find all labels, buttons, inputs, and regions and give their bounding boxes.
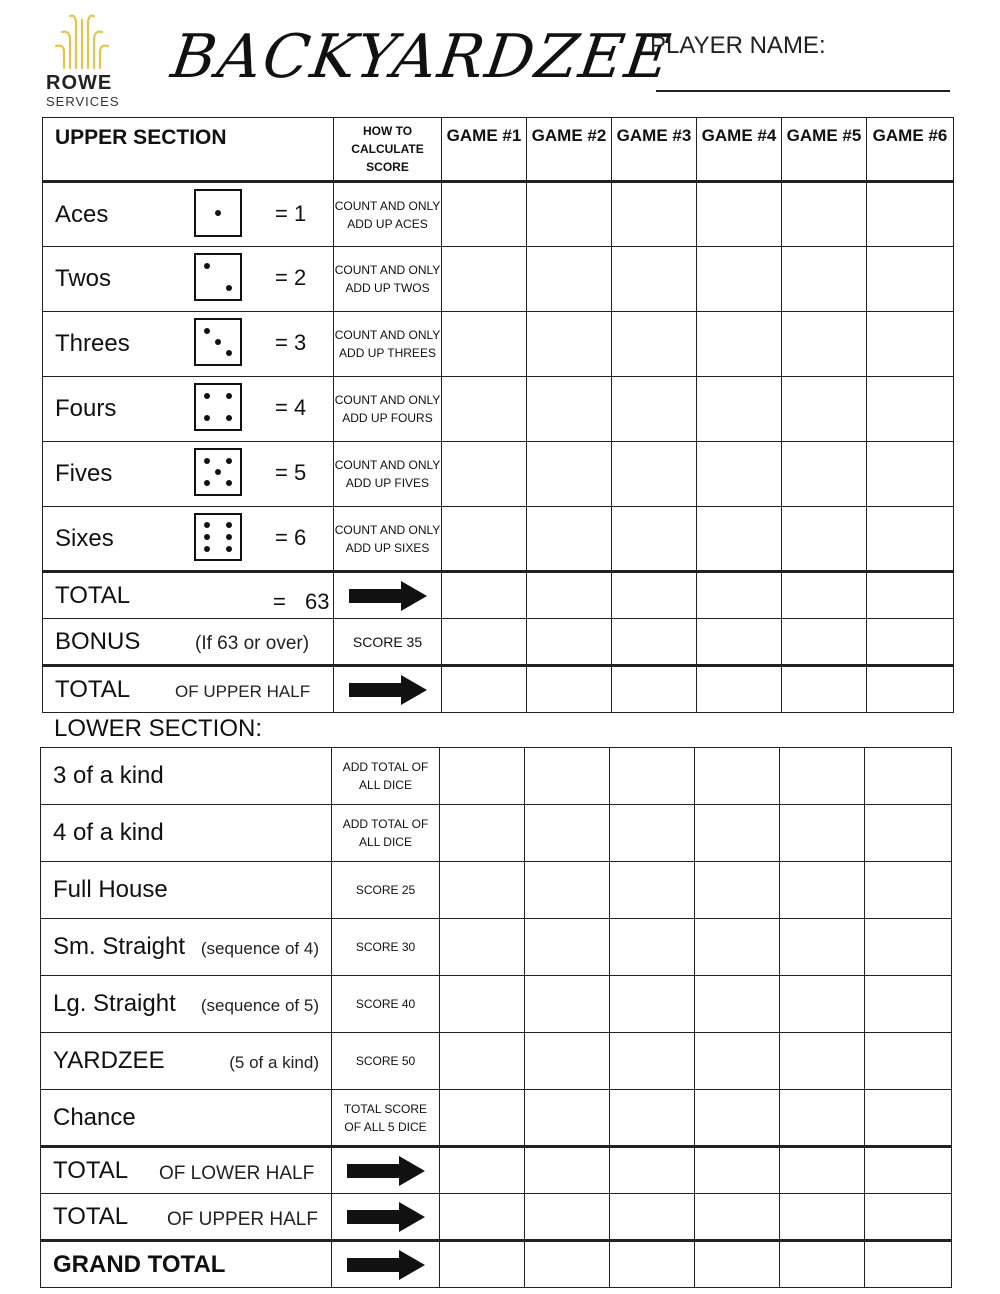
right-arrow-icon	[347, 1202, 425, 1232]
score-cell[interactable]	[867, 247, 954, 312]
score-cell[interactable]	[610, 862, 695, 919]
score-cell[interactable]	[612, 666, 697, 713]
die-pip	[204, 263, 210, 269]
score-cell[interactable]	[697, 182, 782, 247]
rowe-logo	[44, 10, 124, 109]
lower-row-how: SCORE 25	[332, 862, 440, 919]
lower-row-how: ADD TOTAL OF ALL DICE	[332, 805, 440, 862]
score-cell[interactable]	[867, 666, 954, 713]
game-3-heading: GAME #3	[612, 118, 697, 182]
lower-row-label: 3 of a kind	[53, 762, 164, 789]
upper-section-table	[42, 117, 954, 713]
die-pip	[215, 339, 221, 345]
score-cell[interactable]	[695, 919, 780, 976]
lower-half-total-row	[41, 1147, 952, 1194]
score-cell[interactable]	[442, 666, 527, 713]
right-arrow-icon	[349, 581, 427, 611]
lower-upper-total-row	[41, 1194, 952, 1241]
die-pip	[204, 480, 210, 486]
logo-brand: ROWE	[46, 72, 113, 94]
lower-half-label-cell	[41, 1147, 332, 1194]
die-pip	[204, 522, 210, 528]
lower-half-total-label: TOTAL	[53, 1157, 129, 1184]
score-cell[interactable]	[697, 666, 782, 713]
lower-row-7	[41, 1090, 952, 1147]
score-cell[interactable]	[865, 805, 952, 862]
die-face-4-icon	[194, 383, 242, 431]
arrow-cell	[332, 1147, 440, 1194]
score-cell[interactable]	[442, 507, 527, 572]
score-cell[interactable]	[440, 748, 525, 805]
upper-row-label-cell	[43, 182, 334, 247]
upper-row-label: Twos	[55, 265, 112, 292]
lower-row-how: SCORE 30	[332, 919, 440, 976]
lower-row-label-cell	[41, 748, 332, 805]
score-cell[interactable]	[782, 312, 867, 377]
die-pip	[204, 534, 210, 540]
die-pip	[204, 458, 210, 464]
score-cell[interactable]	[867, 507, 954, 572]
score-cell[interactable]	[865, 976, 952, 1033]
upper-half-total-row	[43, 666, 954, 713]
die-face-2-icon	[194, 253, 242, 301]
upper-row-label: Fours	[55, 395, 117, 422]
score-cell[interactable]	[697, 619, 782, 666]
score-cell[interactable]	[610, 1147, 695, 1194]
score-cell[interactable]	[865, 1033, 952, 1090]
score-cell[interactable]	[695, 1241, 780, 1288]
score-cell[interactable]	[780, 1147, 865, 1194]
bonus-how: SCORE 35	[334, 619, 442, 666]
lower-row-4	[41, 919, 952, 976]
upper-section-heading: UPPER SECTION	[43, 118, 334, 182]
lower-row-6	[41, 1033, 952, 1090]
score-cell[interactable]	[697, 442, 782, 507]
score-cell[interactable]	[867, 619, 954, 666]
upper-row-4	[43, 377, 954, 442]
grand-total-label-cell	[41, 1241, 332, 1288]
game-4-heading: GAME #4	[697, 118, 782, 182]
score-cell[interactable]	[527, 182, 612, 247]
upper-row-how: COUNT AND ONLY ADD UP TWOS	[334, 247, 442, 312]
upper-row-label: Threes	[55, 330, 130, 357]
die-pip	[226, 350, 232, 356]
upper-row-how: COUNT AND ONLY ADD UP THREES	[334, 312, 442, 377]
die-pip	[226, 522, 232, 528]
score-cell[interactable]	[612, 507, 697, 572]
score-cell[interactable]	[782, 666, 867, 713]
lower-row-note: (sequence of 5)	[200, 996, 319, 1015]
upper-row-3	[43, 312, 954, 377]
die-pip	[226, 534, 232, 540]
player-name-field[interactable]	[656, 90, 950, 92]
score-cell[interactable]	[525, 976, 610, 1033]
right-arrow-icon	[347, 1250, 425, 1280]
score-cell[interactable]	[782, 442, 867, 507]
lower-upper-total-label: TOTAL	[53, 1203, 129, 1230]
score-cell[interactable]	[865, 1090, 952, 1147]
arrow-cell	[332, 1241, 440, 1288]
die-face-6-icon	[194, 513, 242, 561]
upper-row-6	[43, 507, 954, 572]
score-cell[interactable]	[612, 572, 697, 619]
die-pip	[226, 480, 232, 486]
score-cell[interactable]	[780, 862, 865, 919]
score-cell[interactable]	[695, 748, 780, 805]
score-cell[interactable]	[442, 182, 527, 247]
score-cell[interactable]	[440, 862, 525, 919]
score-cell[interactable]	[440, 1194, 525, 1241]
score-cell[interactable]	[440, 1033, 525, 1090]
score-cell[interactable]	[525, 1090, 610, 1147]
lower-row-5	[41, 976, 952, 1033]
right-arrow-icon	[349, 675, 427, 705]
bonus-row	[43, 619, 954, 666]
die-pip	[204, 328, 210, 334]
score-cell[interactable]	[782, 572, 867, 619]
score-cell[interactable]	[612, 312, 697, 377]
score-cell[interactable]	[695, 1194, 780, 1241]
die-pip	[226, 415, 232, 421]
score-cell[interactable]	[867, 572, 954, 619]
lower-upper-note: OF UPPER HALF	[167, 1209, 318, 1230]
score-cell[interactable]	[612, 182, 697, 247]
lower-row-label-cell	[41, 805, 332, 862]
score-cell[interactable]	[525, 805, 610, 862]
die-pip	[215, 469, 221, 475]
upper-half-label-cell	[43, 666, 334, 713]
score-cell[interactable]	[610, 748, 695, 805]
die-face-1-icon	[194, 189, 242, 237]
score-cell[interactable]	[442, 312, 527, 377]
score-cell[interactable]	[865, 748, 952, 805]
score-cell[interactable]	[527, 507, 612, 572]
upper-row-how: COUNT AND ONLY ADD UP FOURS	[334, 377, 442, 442]
score-cell[interactable]	[440, 919, 525, 976]
player-name-label: PLAYER NAME:	[650, 32, 826, 59]
lower-upper-label-cell	[41, 1194, 332, 1241]
score-cell[interactable]	[442, 377, 527, 442]
lower-row-label-cell	[41, 976, 332, 1033]
lower-row-how: SCORE 50	[332, 1033, 440, 1090]
fountain-logo-icon	[52, 10, 112, 70]
upper-row-value: = 3	[275, 330, 307, 355]
lower-row-label-cell	[41, 862, 332, 919]
score-cell[interactable]	[782, 377, 867, 442]
upper-row-label: Aces	[55, 201, 109, 228]
score-cell[interactable]	[612, 247, 697, 312]
upper-row-label-cell	[43, 507, 334, 572]
lower-row-how: SCORE 40	[332, 976, 440, 1033]
score-cell[interactable]	[697, 377, 782, 442]
score-cell[interactable]	[527, 442, 612, 507]
die-face-5-icon	[194, 448, 242, 496]
score-cell[interactable]	[782, 507, 867, 572]
score-cell[interactable]	[695, 805, 780, 862]
score-cell[interactable]	[697, 572, 782, 619]
lower-row-label-cell	[41, 1033, 332, 1090]
lower-section-heading: LOWER SECTION:	[54, 715, 263, 742]
score-cell[interactable]	[525, 1241, 610, 1288]
score-cell[interactable]	[697, 312, 782, 377]
lower-row-label-cell	[41, 919, 332, 976]
upper-row-1	[43, 182, 954, 247]
upper-row-5	[43, 442, 954, 507]
lower-row-label: Lg. Straight	[53, 990, 176, 1017]
die-pip	[204, 415, 210, 421]
score-cell[interactable]	[867, 312, 954, 377]
die-pip	[204, 546, 210, 552]
score-cell[interactable]	[527, 666, 612, 713]
score-cell[interactable]	[867, 377, 954, 442]
score-cell[interactable]	[612, 619, 697, 666]
upper-total-target: 63	[305, 589, 330, 614]
score-cell[interactable]	[695, 1147, 780, 1194]
bonus-label-cell	[43, 619, 334, 666]
score-cell[interactable]	[612, 442, 697, 507]
score-cell[interactable]	[440, 1147, 525, 1194]
lower-row-label: Sm. Straight	[53, 933, 186, 960]
upper-half-note: OF UPPER HALF	[175, 682, 311, 701]
score-cell[interactable]	[440, 976, 525, 1033]
lower-section-table	[40, 747, 952, 1288]
grand-total-label: GRAND TOTAL	[53, 1251, 226, 1278]
upper-total-label-cell	[43, 572, 334, 619]
score-cell[interactable]	[440, 1090, 525, 1147]
score-cell[interactable]	[610, 976, 695, 1033]
lower-row-how: TOTAL SCORE OF ALL 5 DICE	[332, 1090, 440, 1147]
score-cell[interactable]	[867, 182, 954, 247]
lower-half-note: OF LOWER HALF	[159, 1163, 315, 1184]
upper-row-label: Fives	[55, 460, 113, 487]
bonus-label: BONUS	[55, 628, 141, 655]
score-cell[interactable]	[697, 247, 782, 312]
lower-row-label-cell	[41, 1090, 332, 1147]
die-pip	[215, 210, 221, 216]
die-face-3-icon	[194, 318, 242, 366]
upper-row-label-cell	[43, 377, 334, 442]
score-cell[interactable]	[610, 1194, 695, 1241]
upper-row-label-cell	[43, 442, 334, 507]
page-title: BACKYARDZEE	[167, 22, 677, 92]
upper-row-value: = 1	[275, 201, 307, 226]
score-cell[interactable]	[527, 572, 612, 619]
logo-subtitle: SERVICES	[46, 94, 120, 109]
score-cell[interactable]	[525, 1033, 610, 1090]
score-cell[interactable]	[695, 976, 780, 1033]
score-cell[interactable]	[695, 1033, 780, 1090]
score-cell[interactable]	[440, 1241, 525, 1288]
upper-row-how: COUNT AND ONLY ADD UP SIXES	[334, 507, 442, 572]
upper-total-row	[43, 572, 954, 619]
die-pip	[226, 285, 232, 291]
upper-row-label: Sixes	[55, 525, 114, 552]
score-cell[interactable]	[782, 182, 867, 247]
score-cell[interactable]	[527, 247, 612, 312]
score-cell[interactable]	[780, 1090, 865, 1147]
score-cell[interactable]	[525, 862, 610, 919]
score-cell[interactable]	[780, 1194, 865, 1241]
upper-row-2	[43, 247, 954, 312]
score-cell[interactable]	[525, 748, 610, 805]
score-cell[interactable]	[610, 1033, 695, 1090]
arrow-cell	[332, 1194, 440, 1241]
lower-row-how: ADD TOTAL OF ALL DICE	[332, 748, 440, 805]
score-cell[interactable]	[442, 619, 527, 666]
upper-row-value: = 4	[275, 395, 307, 420]
right-arrow-icon	[347, 1156, 425, 1186]
score-cell[interactable]	[525, 919, 610, 976]
upper-row-how: COUNT AND ONLY ADD UP FIVES	[334, 442, 442, 507]
score-cell[interactable]	[527, 377, 612, 442]
score-cell[interactable]	[780, 805, 865, 862]
score-cell[interactable]	[610, 919, 695, 976]
score-cell[interactable]	[780, 748, 865, 805]
score-cell[interactable]	[527, 312, 612, 377]
lower-row-note: (5 of a kind)	[229, 1053, 319, 1072]
upper-row-label-cell	[43, 247, 334, 312]
score-cell[interactable]	[780, 1241, 865, 1288]
lower-row-label: YARDZEE	[53, 1047, 165, 1074]
game-6-heading: GAME #6	[867, 118, 954, 182]
score-cell[interactable]	[780, 919, 865, 976]
score-cell[interactable]	[695, 1090, 780, 1147]
upper-row-value: = 5	[275, 460, 307, 485]
lower-row-3	[41, 862, 952, 919]
score-cell[interactable]	[865, 1194, 952, 1241]
score-cell[interactable]	[782, 247, 867, 312]
score-cell[interactable]	[865, 1147, 952, 1194]
score-cell[interactable]	[610, 1241, 695, 1288]
die-pip	[204, 393, 210, 399]
bonus-note: (If 63 or over)	[195, 633, 310, 654]
score-cell[interactable]	[865, 862, 952, 919]
score-cell[interactable]	[780, 1033, 865, 1090]
score-cell[interactable]	[782, 619, 867, 666]
upper-half-total-label: TOTAL	[55, 676, 131, 703]
die-pip	[226, 458, 232, 464]
upper-row-label-cell	[43, 312, 334, 377]
score-cell[interactable]	[865, 919, 952, 976]
lower-row-note: (sequence of 4)	[200, 939, 319, 958]
lower-row-1	[41, 748, 952, 805]
game-5-heading: GAME #5	[782, 118, 867, 182]
score-cell[interactable]	[525, 1147, 610, 1194]
score-cell[interactable]	[440, 805, 525, 862]
score-cell[interactable]	[442, 442, 527, 507]
grand-total-row	[41, 1241, 952, 1288]
score-cell[interactable]	[780, 976, 865, 1033]
score-cell[interactable]	[442, 572, 527, 619]
score-cell[interactable]	[610, 1090, 695, 1147]
score-cell[interactable]	[527, 619, 612, 666]
score-cell[interactable]	[442, 247, 527, 312]
score-cell[interactable]	[697, 507, 782, 572]
score-cell[interactable]	[525, 1194, 610, 1241]
score-cell[interactable]	[865, 1241, 952, 1288]
upper-row-value: = 6	[275, 525, 307, 550]
score-cell[interactable]	[610, 805, 695, 862]
upper-row-value: = 2	[275, 265, 307, 290]
die-pip	[226, 546, 232, 552]
upper-total-label: TOTAL	[55, 582, 131, 609]
score-cell[interactable]	[612, 377, 697, 442]
score-cell[interactable]	[867, 442, 954, 507]
upper-row-how: COUNT AND ONLY ADD UP ACES	[334, 182, 442, 247]
lower-row-label: Chance	[53, 1104, 136, 1131]
arrow-cell	[334, 666, 442, 713]
game-1-heading: GAME #1	[442, 118, 527, 182]
arrow-cell	[334, 572, 442, 619]
lower-row-label: Full House	[53, 876, 168, 903]
upper-total-equals: =	[273, 589, 286, 614]
die-pip	[226, 393, 232, 399]
lower-row-2	[41, 805, 952, 862]
how-to-calculate-heading: HOW TO CALCULATE SCORE	[334, 118, 442, 182]
score-cell[interactable]	[695, 862, 780, 919]
game-2-heading: GAME #2	[527, 118, 612, 182]
lower-row-label: 4 of a kind	[53, 819, 164, 846]
